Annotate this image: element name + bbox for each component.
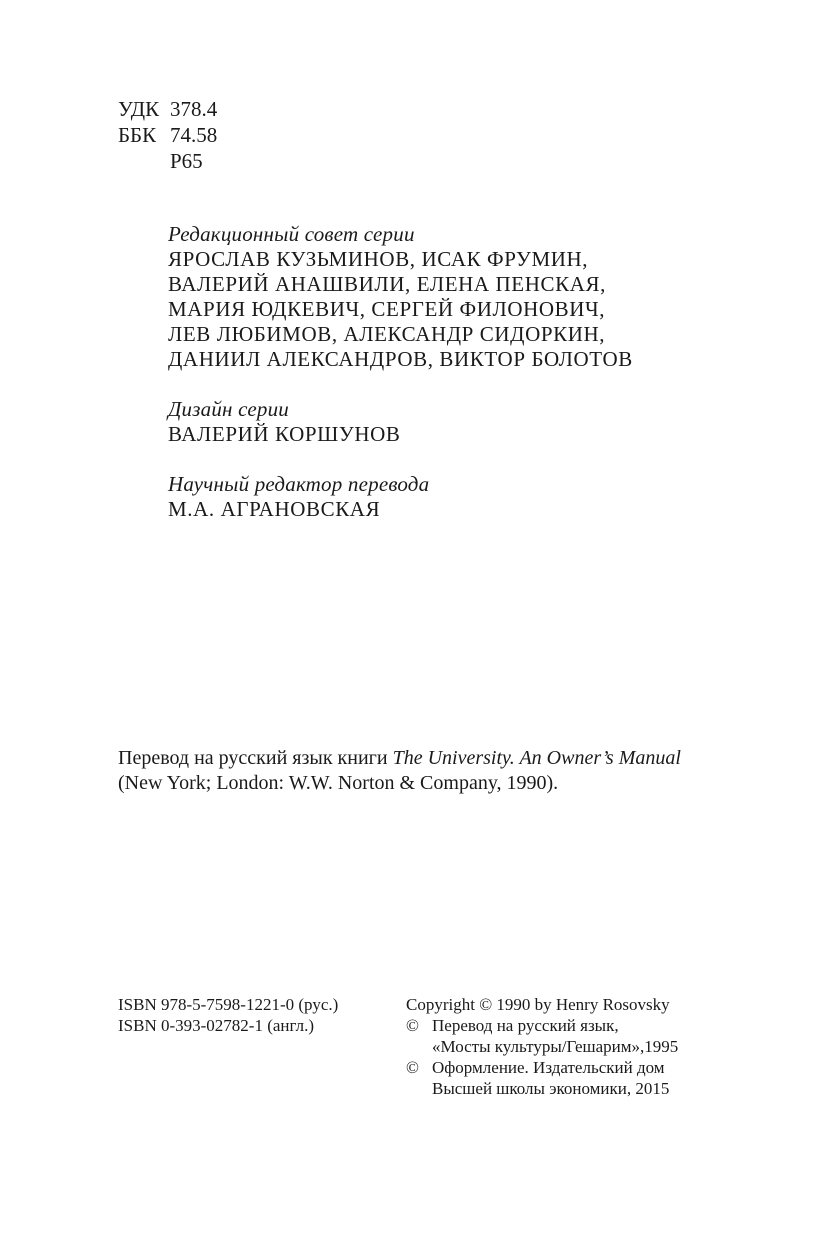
isbn-block <box>118 994 338 1036</box>
translation-line <box>118 746 758 771</box>
original-publication: (New York; London: W.W. Norton & Company, 1990). <box>118 772 559 794</box>
copyright-translation-line: «Мосты культуры/Гешарим»,1995 <box>432 1037 679 1056</box>
copyright-block <box>406 994 678 1099</box>
copyright-original: Copyright © 1990 by Henry Rosovsky <box>406 995 670 1014</box>
science-editor-role: Научный редактор перевода <box>168 472 430 496</box>
council-names-line: ДАНИИЛ АЛЕКСАНДРОВ, ВИКТОР БОЛОТОВ <box>168 347 633 371</box>
copyright-symbol: © <box>406 1058 419 1077</box>
copyright-design-line: Оформление. Издательский дом <box>432 1058 665 1077</box>
design-name: ВАЛЕРИЙ КОРШУНОВ <box>168 422 401 446</box>
udk-value: 378.4 <box>170 97 218 121</box>
isbn-en: ISBN 0-393-02782-1 (англ.) <box>118 1016 315 1035</box>
council-role: Редакционный совет серии <box>168 222 415 246</box>
copyright-design-line: Высшей школы экономики, 2015 <box>432 1079 670 1098</box>
science-editor-credit <box>168 472 633 522</box>
design-credit <box>168 397 633 447</box>
science-editor-name: М.А. АГРАНОВСКАЯ <box>168 497 381 521</box>
council-names-line: МАРИЯ ЮДКЕВИЧ, СЕРГЕЙ ФИЛОНОВИЧ, <box>168 297 606 321</box>
council-names-line: ВАЛЕРИЙ АНАШВИЛИ, ЕЛЕНА ПЕНСКАЯ, <box>168 272 606 296</box>
translation-prefix: Перевод на русский язык книги <box>118 747 393 769</box>
author-code: Р65 <box>170 149 203 173</box>
original-book-title: The University. An Owner’s Manual <box>392 747 681 769</box>
copyright-translation-line: Перевод на русский язык, <box>432 1016 619 1035</box>
udk-label: УДК <box>118 97 160 121</box>
translation-note <box>118 746 758 796</box>
bbk-value: 74.58 <box>170 123 218 147</box>
isbn-ru: ISBN 978-5-7598-1221-0 (рус.) <box>118 995 339 1014</box>
council-credit <box>168 222 633 372</box>
copyright-symbol: © <box>406 1016 419 1035</box>
council-names-line: ЯРОСЛАВ КУЗЬМИНОВ, ИСАК ФРУМИН, <box>168 247 589 271</box>
credits-block <box>168 222 633 522</box>
copyright-design <box>406 1057 678 1099</box>
copyright-translation <box>406 1015 678 1057</box>
bbk-label: ББК <box>118 123 157 147</box>
classification-block <box>118 96 217 174</box>
design-role: Дизайн серии <box>168 397 289 421</box>
council-names-line: ЛЕВ ЛЮБИМОВ, АЛЕКСАНДР СИДОРКИН, <box>168 322 606 346</box>
bbk-row <box>118 122 217 148</box>
udk-row <box>118 96 217 122</box>
